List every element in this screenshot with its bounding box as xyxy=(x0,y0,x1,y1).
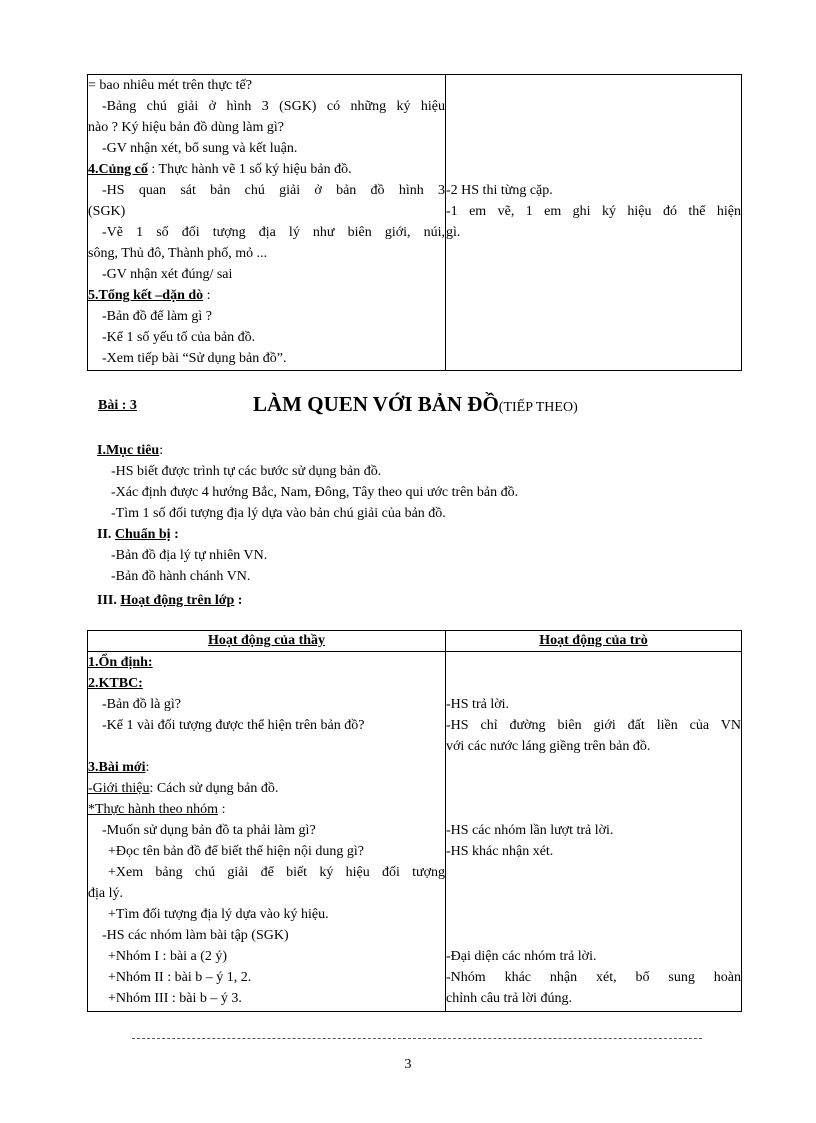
text-line: -HS các nhóm lần lượt trả lời. xyxy=(446,823,614,838)
text-line xyxy=(446,778,741,799)
section-heading: III. Hoạt động trên lớp : xyxy=(97,593,243,608)
text-line xyxy=(446,799,741,820)
text-line: nào ? Ký hiệu bản đồ dùng làm gì? xyxy=(88,120,284,135)
text-line xyxy=(446,757,741,778)
table-continued xyxy=(87,74,742,371)
text-line: +Nhóm III : bài b – ý 3. xyxy=(108,991,242,1006)
text-line: 5.Tổng kết –dặn dò : xyxy=(88,288,211,303)
page-number: 3 xyxy=(404,1057,412,1072)
text-line: -Xác định được 4 hướng Bắc, Nam, Đông, Tây theo qui ước trên bản đồ. xyxy=(111,485,519,500)
text-line: -Đại diện các nhóm trả lời. xyxy=(446,949,597,964)
text-line: với các nước láng giềng trên bản đồ. xyxy=(446,739,651,754)
lesson-title: LÀM QUEN VỚI BẢN ĐỒ(TIẾP THEO) xyxy=(253,392,578,416)
text-line: +Tìm đối tượng địa lý dựa vào ký hiệu. xyxy=(108,907,329,922)
table-header-row xyxy=(88,631,742,652)
text-line: gì. xyxy=(446,225,461,240)
student-column xyxy=(446,75,742,371)
footer-divider xyxy=(132,1038,702,1039)
text-line xyxy=(446,75,741,96)
teacher-column xyxy=(88,652,446,1012)
text-line: -Bản đồ hành chánh VN. xyxy=(111,569,251,584)
text-line: chỉnh câu trả lời đúng. xyxy=(446,991,572,1006)
table-row xyxy=(88,75,742,371)
text-line: -Kể 1 số yếu tố của bản đồ. xyxy=(102,330,256,345)
text-line: -HS quan sát bản chú giải ở bản đồ hình 3 xyxy=(102,183,445,198)
text-line: -HS các nhóm làm bài tập (SGK) xyxy=(102,928,289,943)
objectives-section xyxy=(97,440,737,524)
section-heading: II. Chuẩn bị : xyxy=(97,527,179,542)
text-line xyxy=(446,159,741,180)
text-line: -HS trả lời. xyxy=(446,697,510,712)
text-line xyxy=(446,138,741,159)
text-line: -Tìm 1 số đối tượng địa lý dựa vào bản chú giải của bản đồ. xyxy=(111,506,446,521)
table-row xyxy=(88,652,742,1012)
section-heading: I.Mục tiêu: xyxy=(97,443,164,458)
text-line: -Xem tiếp bài “Sử dụng bản đồ”. xyxy=(102,351,287,366)
text-line: -HS khác nhận xét. xyxy=(446,844,554,859)
text-line: -GV nhận xét, bổ sung và kết luận. xyxy=(102,141,298,156)
text-line: -Muốn sử dụng bản đồ ta phải làm gì? xyxy=(102,823,316,838)
text-line xyxy=(446,117,741,138)
activities-table xyxy=(87,630,742,1012)
header-teacher: Hoạt động của thầy xyxy=(88,631,446,652)
activities-heading xyxy=(97,590,737,611)
text-line: 2.KTBC: xyxy=(88,676,143,691)
text-line xyxy=(88,736,445,757)
text-line: -HS chỉ đường biên giới đất liền của VN xyxy=(446,718,741,733)
text-line xyxy=(446,96,741,117)
text-line: 4.Củng cố : Thực hành vẽ 1 số ký hiệu bản đồ. xyxy=(88,162,352,177)
text-line: = bao nhiêu mét trên thực tế? xyxy=(88,78,252,93)
text-line: -Vẽ 1 số đối tượng địa lý như biên giới, núi, xyxy=(102,225,445,240)
text-line: +Xem bảng chú giải để biết ký hiệu đối tượng xyxy=(108,865,445,880)
text-line: *Thực hành theo nhóm : xyxy=(88,802,226,817)
text-line: +Đọc tên bản đồ để biết thể hiện nội dung gì? xyxy=(108,844,364,859)
text-line xyxy=(446,652,741,673)
text-line xyxy=(446,883,741,904)
text-line: -Bảng chú giải ở hình 3 (SGK) có những ký hiệu xyxy=(102,99,445,114)
text-line: 1.Ổn định: xyxy=(88,655,153,670)
text-line: (SGK) xyxy=(88,204,126,219)
lesson-number: Bài : 3 xyxy=(98,398,137,413)
text-line: +Nhóm II : bài b – ý 1, 2. xyxy=(108,970,252,985)
text-line xyxy=(446,673,741,694)
text-line: -Bản đồ để làm gì ? xyxy=(102,309,213,324)
lesson-title-row xyxy=(98,392,738,424)
text-line: -2 HS thi từng cặp. xyxy=(446,183,553,198)
text-line xyxy=(446,904,741,925)
text-line: -Bản đồ địa lý tự nhiên VN. xyxy=(111,548,268,563)
text-line: -GV nhận xét đúng/ sai xyxy=(102,267,233,282)
header-student: Hoạt động của trò xyxy=(446,631,742,652)
text-line: -Bản đồ là gì? xyxy=(102,697,181,712)
text-line: -Giới thiệu: Cách sử dụng bản đồ. xyxy=(88,781,279,796)
text-line: -HS biết được trình tự các bước sử dụng bản đồ. xyxy=(111,464,382,479)
text-line: địa lý. xyxy=(88,886,123,901)
preparation-section xyxy=(97,524,737,587)
student-column xyxy=(446,652,742,1012)
text-line: -Kể 1 vài đối tượng được thể hiện trên bản đồ? xyxy=(102,718,365,733)
teacher-column xyxy=(88,75,446,371)
text-line xyxy=(446,925,741,946)
text-line: sông, Thủ đô, Thành phố, mỏ ... xyxy=(88,246,268,261)
text-line: -Nhóm khác nhận xét, bổ sung hoàn xyxy=(446,970,741,985)
text-line: 3.Bài mới: xyxy=(88,760,150,775)
text-line xyxy=(446,862,741,883)
text-line: +Nhóm I : bài a (2 ý) xyxy=(108,949,228,964)
text-line: -1 em vẽ, 1 em ghi ký hiệu đó thể hiện xyxy=(446,204,741,219)
